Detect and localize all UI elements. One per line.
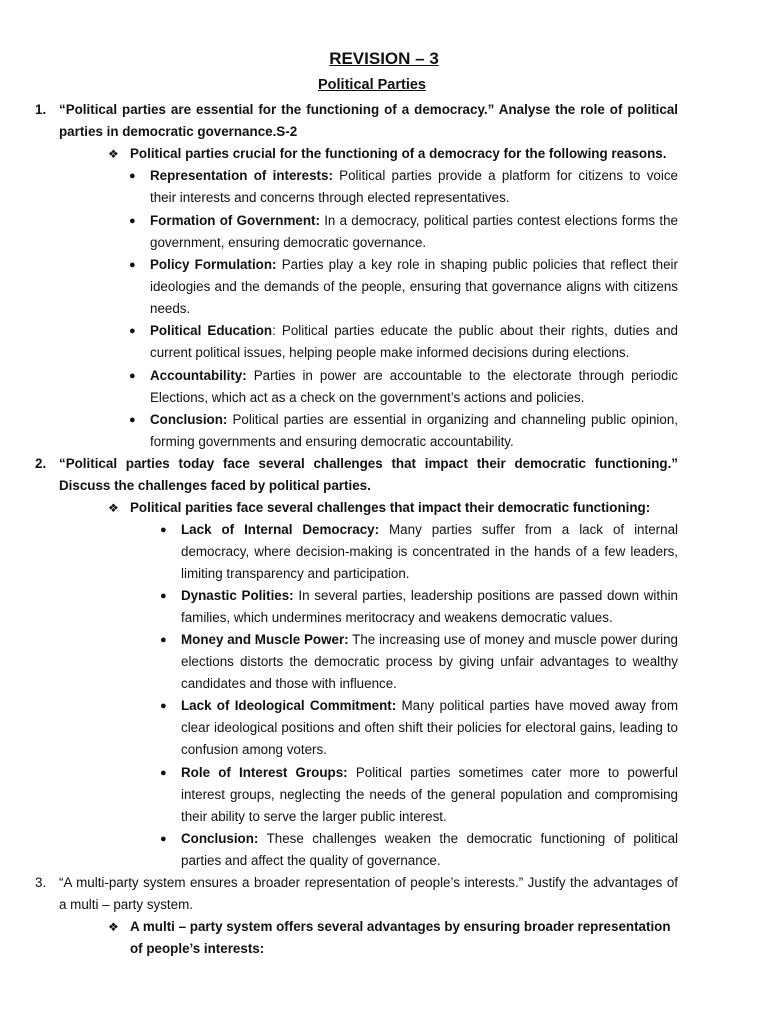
question-text: “A multi-party system ensures a broader representation of people’s interests.” Justify the advantages of a multi – party system.: [59, 875, 678, 912]
list-item: ● Lack of Ideological Commitment: Many political parties have moved away from clear ideological positions and often shift their policies for electoral gains, leading to confusion among voters.: [160, 695, 678, 761]
round-bullet-icon: ●: [160, 833, 167, 845]
question-1: [35, 99, 678, 143]
diamond-bullet-icon: ❖: [108, 147, 119, 161]
question-number: 3.: [35, 875, 47, 890]
list-item: ● Money and Muscle Power: The increasing use of money and muscle power during elections distorts the democratic process by giving unfair advantages to wealthy candidates and those with influence.: [160, 629, 678, 695]
round-bullet-icon: ●: [129, 325, 136, 337]
question-text: “Political parties are essential for the functioning of a democracy.” Analyse the role of political parties in democratic governance.S-2: [59, 102, 678, 139]
list-item: ● Conclusion: Political parties are essential in organizing and channeling public opinion, forming governments and ensuring democratic accountability.: [129, 409, 678, 453]
round-bullet-icon: ●: [160, 590, 167, 602]
round-bullet-icon: ●: [129, 215, 136, 227]
round-bullet-icon: ●: [129, 170, 136, 182]
question-2: [35, 453, 678, 497]
round-bullet-icon: ●: [160, 524, 167, 536]
round-bullet-icon: ●: [129, 370, 136, 382]
page-title: REVISION – 3: [329, 49, 439, 68]
page-subtitle: Political Parties: [318, 77, 426, 93]
list-item: ● Representation of interests: Political parties provide a platform for citizens to voice their interests and concerns through elected representatives.: [129, 165, 678, 209]
question-number: 1.: [35, 102, 47, 117]
question-number: 2.: [35, 456, 47, 471]
round-bullet-icon: ●: [129, 414, 136, 426]
list-item: ● Political Education: Political parties educate the public about their rights, duties and current political issues, helping people make informed decisions during elections.: [129, 320, 678, 364]
diamond-bullet-icon: ❖: [108, 501, 119, 515]
list-item: ● Dynastic Polities: In several parties, leadership positions are passed down within families, which undermines meritocracy and weakens democratic values.: [160, 585, 678, 629]
list-item: ● Accountability: Parties in power are accountable to the electorate through periodic Elections, which act as a check on the government’s actions and policies.: [129, 365, 678, 409]
round-bullet-icon: ●: [129, 259, 136, 271]
list-item: ● Formation of Government: In a democracy, political parties contest elections forms the government, ensuring democratic governance.: [129, 210, 678, 254]
list-item: ● Lack of Internal Democracy: Many parties suffer from a lack of internal democracy, where decision-making is concentrated in the hands of a few leaders, limiting transparency and participation.: [160, 519, 678, 585]
section-intro: ❖ A multi – party system offers several advantages by ensuring broader representation of people’s interests:: [108, 916, 678, 960]
round-bullet-icon: ●: [160, 767, 167, 779]
round-bullet-icon: ●: [160, 700, 167, 712]
section-intro: ❖ Political parties crucial for the functioning of a democracy for the following reasons.: [108, 143, 678, 165]
list-item: ● Conclusion: These challenges weaken the democratic functioning of political parties and affect the quality of governance.: [160, 828, 678, 872]
diamond-bullet-icon: ❖: [108, 920, 119, 934]
question-text: “Political parties today face several challenges that impact their democratic functioning.” Discuss the challenges faced by political parties.: [59, 456, 678, 493]
section-intro: ❖ Political parities face several challenges that impact their democratic functioning:: [108, 497, 678, 519]
question-3: [35, 872, 678, 916]
list-item: ● Policy Formulation: Parties play a key role in shaping public policies that reflect their ideologies and the demands of the people, ensuring that governance aligns with citizens needs.: [129, 254, 678, 320]
list-item: ● Role of Interest Groups: Political parties sometimes cater more to powerful interest groups, neglecting the needs of the general population and compromising their ability to serve the larger public interest.: [160, 762, 678, 828]
round-bullet-icon: ●: [160, 634, 167, 646]
